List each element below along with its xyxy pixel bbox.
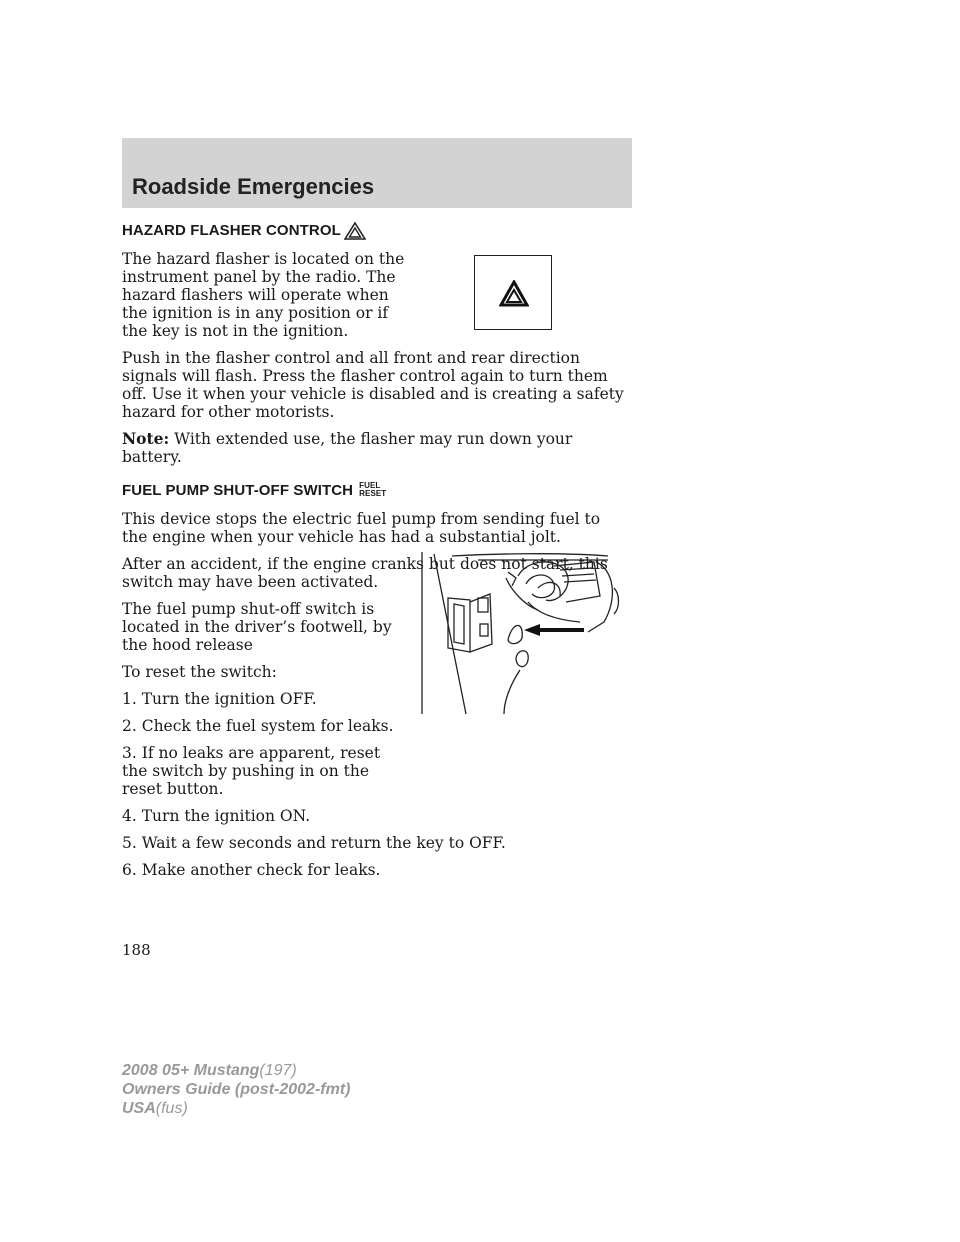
fuel-heading [122, 482, 630, 500]
document-footer [122, 1061, 350, 1118]
hazard-intro: The hazard flasher is located on the instrument panel by the radio. The hazard flashers will operate when the ignition is in any position or if the key is not in the ignition. [122, 250, 405, 340]
page-number: 188 [122, 941, 151, 959]
hazard-heading-text: HAZARD FLASHER CONTROL [122, 222, 341, 239]
footer-guide: Owners Guide (post-2002-fmt) [122, 1081, 351, 1098]
fuel-reset-icon [359, 482, 386, 498]
fuel-heading-text: FUEL PUMP SHUT-OFF SWITCH [122, 482, 354, 499]
footer-market-code: (fus) [155, 1100, 188, 1117]
fuel-p2: After an accident, if the engine cranks but does not start, this switch may have been activated. [122, 555, 608, 591]
hazard-button-icon [499, 280, 529, 308]
hazard-note [122, 430, 630, 466]
step-1: 1. Turn the ignition OFF. [122, 690, 317, 708]
footwell-switch-illustration [408, 548, 624, 720]
hazard-body: Push in the flasher control and all front and rear direction signals will flash. Press the flasher control again to turn them off. Use it when your vehicle is disabled and is creating a safety hazard for other motorists. [122, 349, 624, 421]
footer-model-code: (197) [259, 1062, 297, 1079]
hazard-button-figure [474, 255, 552, 330]
footer-model: 2008 05+ Mustang [122, 1062, 260, 1079]
note-text: With extended use, the flasher may run down your battery. [122, 430, 573, 466]
fuel-reset-label-1: FUEL [359, 481, 381, 490]
hazard-triangle-icon [344, 222, 366, 240]
step-4: 4. Turn the ignition ON. [122, 807, 311, 825]
footer-market: USA [122, 1100, 156, 1117]
step-6: 6. Make another check for leaks. [122, 861, 381, 879]
section-title: Roadside Emergencies [132, 174, 375, 199]
hazard-heading [122, 222, 630, 240]
section-header [122, 138, 632, 208]
fuel-reset-label-2: RESET [359, 489, 387, 498]
fuel-p1: This device stops the electric fuel pump from sending fuel to the engine when your vehicle has had a substantial jolt. [122, 510, 601, 546]
step-2: 2. Check the fuel system for leaks. [122, 717, 394, 735]
fuel-p4: To reset the switch: [122, 663, 277, 681]
step-5: 5. Wait a few seconds and return the key to OFF. [122, 834, 506, 852]
step-3: 3. If no leaks are apparent, reset the switch by pushing in on the reset button. [122, 744, 381, 798]
note-label: Note: [122, 429, 170, 448]
fuel-p3: The fuel pump shut-off switch is located in the driver’s footwell, by the hood release [122, 600, 392, 654]
